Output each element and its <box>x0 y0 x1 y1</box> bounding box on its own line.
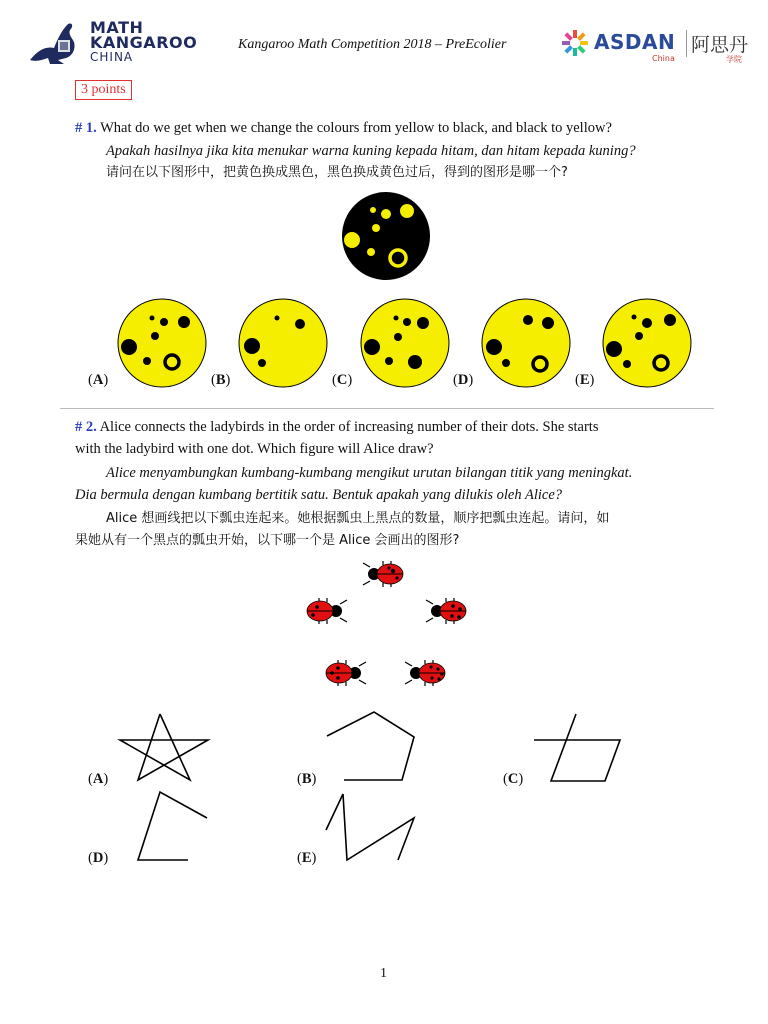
q1-option-e[interactable]: (E) <box>575 372 595 388</box>
q2-option-e-drawing[interactable] <box>326 794 414 860</box>
q2-question-en-1: Alice connects the ladybirds in the order of increasing number of their dots. She starts <box>99 419 599 435</box>
ladybird-bottom-right <box>405 660 445 686</box>
option-letter: A <box>92 372 104 388</box>
ladybird-top-left <box>307 598 347 624</box>
option-letter: C <box>336 372 348 388</box>
option-letter: E <box>301 850 312 866</box>
q2-text-zh-2: 果她从有一个黑点的瓢虫开始，以下哪一个是 Alice 会画出的图形? <box>75 533 460 548</box>
q2-option-d-drawing[interactable] <box>138 792 207 860</box>
q1-number: # 1. <box>75 120 97 136</box>
q2-option-a[interactable]: (A) <box>88 771 109 787</box>
q1-text-ms: Apakah hasilnya jika kita menukar warna kuning kepada hitam, dan hitam kepada kuning? <box>106 143 636 159</box>
q1-option-c[interactable]: (C) <box>332 372 353 388</box>
q1-text-zh: 请问在以下图形中，把黄色换成黑色，黑色换成黄色过后，得到的图形是哪一个? <box>106 165 568 180</box>
option-letter: C <box>507 771 519 787</box>
asdan-sub-en: China <box>652 54 675 63</box>
option-letter: E <box>579 372 590 388</box>
asdan-chinese-name: 阿思丹 <box>686 30 748 57</box>
q2-option-b[interactable]: (B) <box>297 771 317 787</box>
q2-text-en-2: with the ladybird with one dot. Which figure will Alice draw? <box>75 441 434 457</box>
q2-number: # 2. <box>75 419 97 435</box>
q2-option-e[interactable]: (E) <box>297 850 317 866</box>
q2-text-zh-1: Alice 想画线把以下瓢虫连起来。她根据瓢虫上黑点的数量，顺序把瓢虫连起。请问，如 <box>106 511 610 526</box>
logo-line-3: CHINA <box>90 50 134 64</box>
logo-line-2: KANGAROO <box>90 33 198 52</box>
q1-option-b[interactable]: (B) <box>211 372 231 388</box>
q2-text-ms-1: Alice menyambungkan kumbang-kumbang mengikut urutan bilangan titik yang meningkat. <box>106 465 633 481</box>
asdan-wordmark: ASDAN <box>594 30 676 54</box>
points-label: 3 points <box>75 80 132 100</box>
q2-option-c-drawing[interactable] <box>534 714 620 781</box>
asdan-sub-cn: 学院 <box>726 55 742 64</box>
q1-option-a[interactable]: (A) <box>88 372 109 388</box>
option-letter: D <box>457 372 469 388</box>
q2-option-d[interactable]: (D) <box>88 850 109 866</box>
page-number: 1 <box>380 966 387 981</box>
ladybird-top-right <box>426 598 466 624</box>
header-title: Kangaroo Math Competition 2018 – PreEcolier <box>238 37 507 52</box>
option-letter: B <box>215 372 226 388</box>
option-letter: A <box>92 771 104 787</box>
q2-text-ms-2: Dia bermula dengan kumbang bertitik satu. Bentuk apakah yang dilukis oleh Alice? <box>75 487 563 503</box>
q2-option-a-drawing[interactable] <box>120 714 208 780</box>
option-letter: B <box>301 771 312 787</box>
q2-option-b-drawing[interactable] <box>327 712 414 780</box>
q2-option-c[interactable]: (C) <box>503 771 524 787</box>
ladybird-1-dot <box>363 561 403 587</box>
q1-option-d[interactable]: (D) <box>453 372 474 388</box>
logo-line-1: MATH <box>90 18 144 37</box>
ladybird-bottom-left <box>326 660 366 686</box>
option-letter: D <box>92 850 104 866</box>
q1-question-en: What do we get when we change the colours from yellow to black, and black to yellow? <box>100 120 612 136</box>
